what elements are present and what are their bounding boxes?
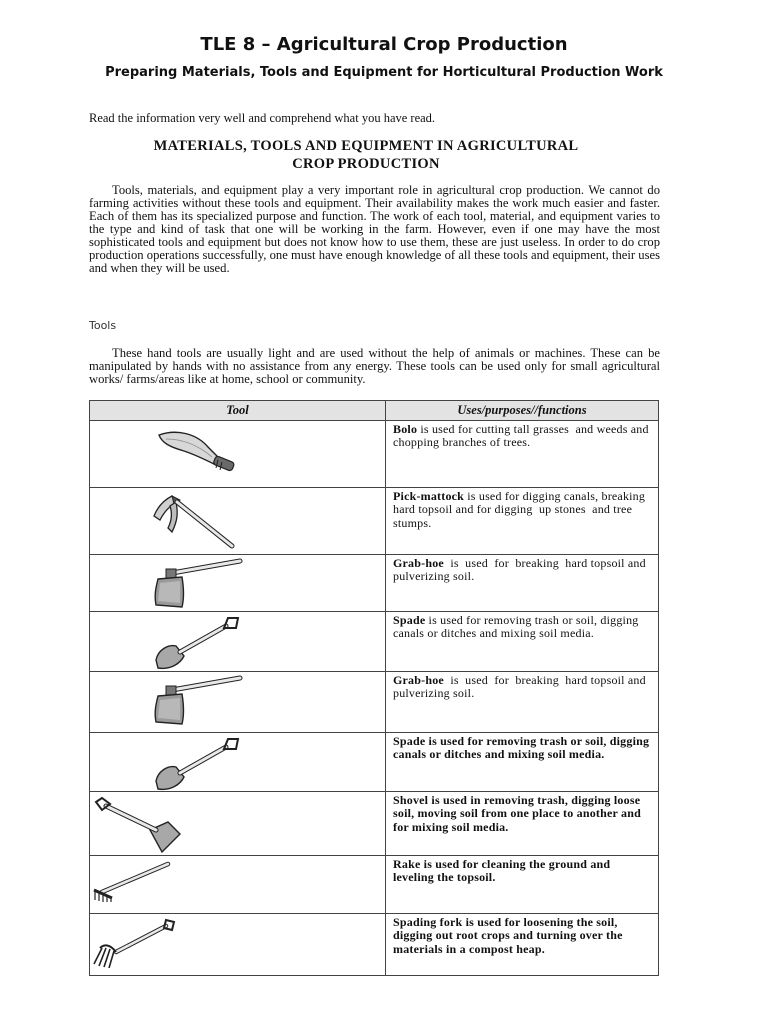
tool-image-cell [90,612,386,672]
section-heading [90,137,642,173]
table-row [90,488,659,555]
tool-name: Grab-hoe [393,673,444,687]
section-heading-line1: MATERIALS, TOOLS AND EQUIPMENT IN AGRICULTURAL [153,138,579,154]
tool-name: Bolo [393,422,418,436]
grab-hoe-icon [152,674,244,730]
tool-name: Pick-mattock [393,489,465,503]
page-title: TLE 8 – Agricultural Crop Production [200,34,568,55]
tool-name: Shovel [393,793,429,807]
tool-image-cell [90,555,386,612]
table-row [90,612,659,672]
pick-mattock-icon [150,490,240,554]
tool-description-cell [386,421,659,488]
table-row [90,672,659,733]
header-tool: Tool [90,401,386,421]
rake-icon [92,860,172,906]
tool-name: Spading fork [393,915,463,929]
tool-use: is used for breaking hard topsoil and pulverizing soil. [393,673,650,701]
tool-name: Rake [393,857,421,871]
tool-name: Spade [393,613,426,627]
tool-name: Grab-hoe [393,556,444,570]
tool-image-cell [90,856,386,914]
tool-use: is used for removing trash or soil, digging canals or ditches and mixing soil media. [393,734,653,762]
tool-description-cell [386,914,659,976]
tool-use: is used for breaking hard topsoil and pulverizing soil. [393,556,650,584]
section-heading-line2: CROP PRODUCTION [292,156,440,172]
tool-use: is used in removing trash, digging loose soil, moving soil from one place to another and for mixing soil media. [393,793,645,834]
grab-hoe-icon [152,557,244,613]
tool-description-cell [386,612,659,672]
spade-icon [152,616,244,676]
tool-use: is used for cleaning the ground and leveling the topsoil. [393,857,614,885]
table-row [90,733,659,792]
table-row [90,555,659,612]
tool-description-cell [386,792,659,856]
tool-image-cell [90,792,386,856]
tool-image-cell [90,421,386,488]
table-row [90,421,659,488]
table-row [90,856,659,914]
tools-table [89,400,659,976]
spading-fork-icon [92,918,176,972]
tools-label: Tools [89,319,117,332]
intro-paragraph: Tools, materials, and equipment play a very important role in agricultural crop production. We cannot do farming activities without these tools and equipment. Their availability makes the work much easier and faster. Each of them has its specialized purpose and function. The work of each tool, material, and equipment varies to the type and kind of task that one will be working in the farm. However, even if one may have the most sophisticated tools and equipment but does not know how to use them, these are just useless. In order to do crop production operations successfully, one must have enough knowledge of all these tools and equipment, their uses and when they will be used. [89,183,660,275]
tools-paragraph: These hand tools are usually light and are used without the help of animals or machines. These can be manipulated by hands with no assistance from any energy. These tools can be used only for small agricultural works/ farms/areas like at home, school or community. [89,346,660,386]
page-subtitle: Preparing Materials, Tools and Equipment for Horticultural Production Work [105,65,663,80]
tool-use: is used for loosening the soil, digging out root crops and turning over the materials in a compost heap. [393,915,626,956]
table-row [90,792,659,856]
spade-icon [152,737,244,797]
table-row [90,914,659,976]
tool-use: is used for digging canals, breaking hard topsoil and for digging up stones and tree stumps. [393,489,649,530]
tool-image-cell [90,672,386,733]
tool-use: is used for cutting tall grasses and weeds and chopping branches of trees. [393,422,652,450]
tool-description-cell [386,555,659,612]
tool-description-cell [386,672,659,733]
bolo-icon [156,429,236,478]
tool-image-cell [90,914,386,976]
tool-description-cell [386,856,659,914]
instruction-text: Read the information very well and comprehend what you have read. [89,111,436,125]
tool-description-cell [386,488,659,555]
tool-name: Spade [393,734,426,748]
tool-use: is used for removing trash or soil, digging canals or ditches and mixing soil media. [393,613,642,641]
header-uses: Uses/purposes//functions [386,401,659,421]
tool-image-cell [90,488,386,555]
tool-image-cell [90,733,386,792]
tool-description-cell [386,733,659,792]
table-header-row [90,401,659,421]
shovel-icon [92,796,182,858]
